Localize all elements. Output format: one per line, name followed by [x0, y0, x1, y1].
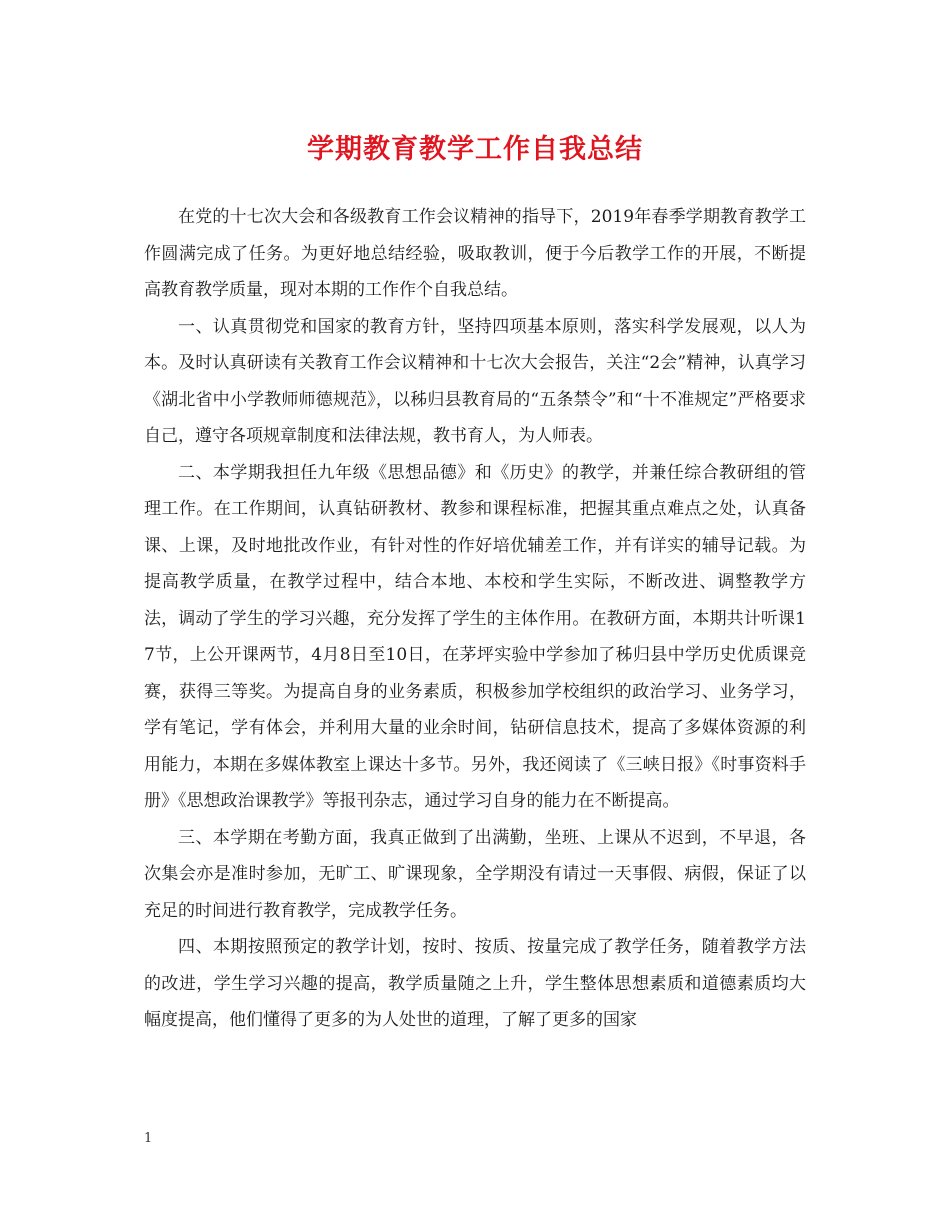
page-number: 1: [144, 1131, 153, 1146]
paragraph-intro: 在党的十七次大会和各级教育工作会议精神的指导下，2019年春季学期教育教学工作圆满完成了任务。为更好地总结经验，吸取教训，便于今后教学工作的开展，不断提高教育教学质量，现对本期的工作作个自我总结。: [144, 207, 806, 300]
document-title: 学期教育教学工作自我总结: [307, 134, 643, 165]
paragraph-section-1: 一、认真贯彻党和国家的教育方针，坚持四项基本原则，落实科学发展观，以人为本。及时认真研读有关教育工作会议精神和十七次大会报告，关注“2会”精神，认真学习《湖北省中小学教师师德规范》，以秭归县教育局的“五条禁令”和“十不准规定”严格要求自己，遵守各项规章制度和法律法规，教书育人，为人师表。: [144, 316, 806, 446]
paragraph-section-2: 二、本学期我担任九年级《思想品德》和《历史》的教学，并兼任综合教研组的管理工作。在工作期间，认真钻研教材、教参和课程标准，把握其重点难点之处，认真备课、上课，及时地批改作业，有针对性的作好培优辅差工作，并有详实的辅导记载。为提高教学质量，在教学过程中，结合本地、本校和学生实际，不断改进、调整教学方法，调动了学生的学习兴趣，充分发挥了学生的主体作用。在教研方面，本期共计听课17节，上公开课两节，4月8日至10日，在茅坪实验中学参加了秭归县中学历史优质课竞赛，获得三等奖。为提高自身的业务素质，积极参加学校组织的政治学习、业务学习，学有笔记，学有体会，并利用大量的业余时间，钻研信息技术，提高了多媒体资源的利用能力，本期在多媒体教室上课达十多节。另外，我还阅读了《三峡日报》《时事资料手册》《思想政治课教学》等报刊杂志，通过学习自身的能力在不断提高。: [144, 462, 806, 811]
document-body: [144, 199, 806, 1039]
paragraph-section-3: 三、本学期在考勤方面，我真正做到了出满勤，坐班、上课从不迟到，不早退，各次集会亦是准时参加，无旷工、旷课现象，全学期没有请过一天事假、病假，保证了以充足的时间进行教育教学，完成教学任务。: [144, 827, 806, 921]
paragraph-section-4: 四、本期按照预定的教学计划，按时、按质、按量完成了教学任务，随着教学方法的改进，学生学习兴趣的提高，教学质量随之上升，学生整体思想素质和道德素质均大幅度提高，他们懂得了更多的为人处世的道理，了解了更多的国家: [144, 937, 806, 1030]
